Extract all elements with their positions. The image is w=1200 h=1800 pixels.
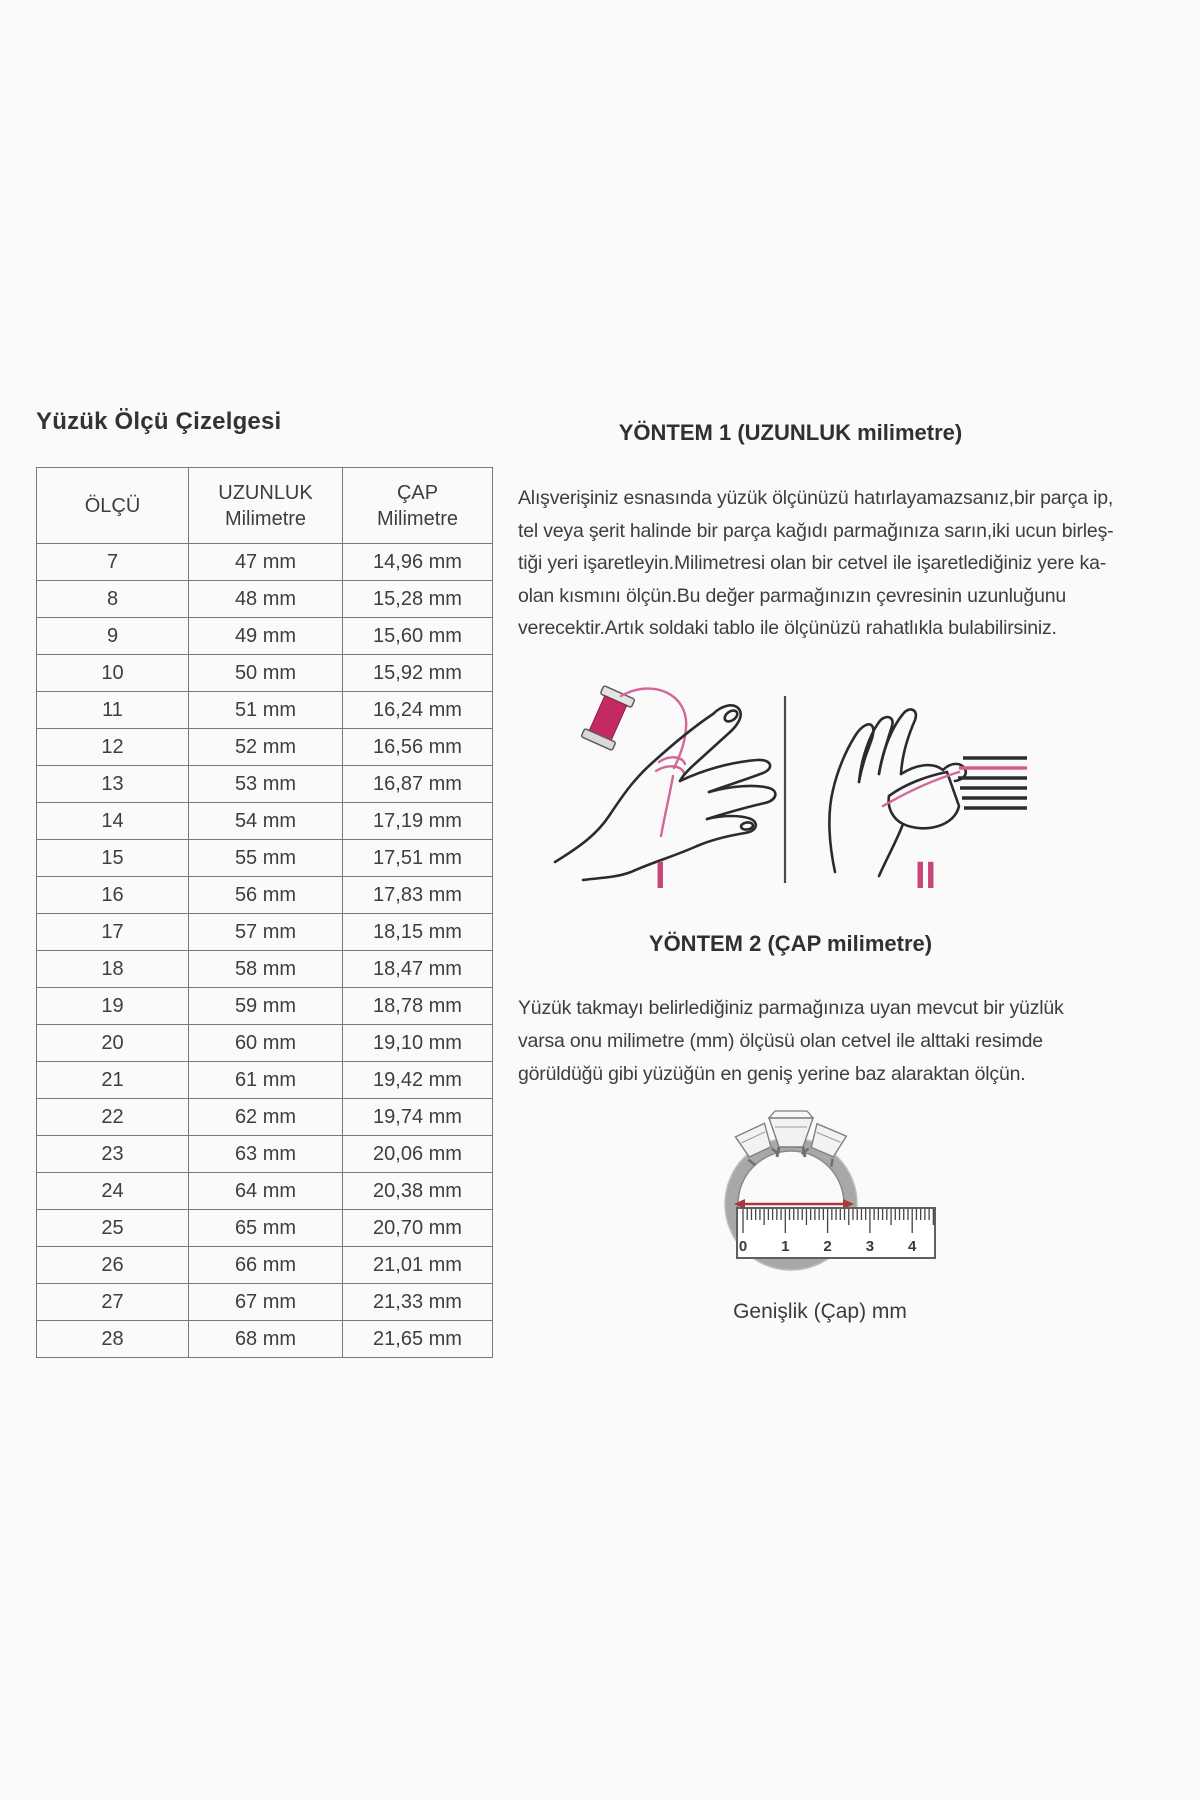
table-row	[37, 840, 493, 877]
page-title: Yüzük Ölçü Çizelgesi	[36, 408, 282, 435]
table-row	[37, 618, 493, 655]
table-cell: 15,28 mm	[343, 581, 493, 618]
paragraph-line: varsa onu milimetre (mm) ölçüsü olan cetvel ile alttaki resimde	[518, 1030, 1043, 1052]
table-cell: 18,15 mm	[343, 914, 493, 951]
method2-heading: YÖNTEM 2 (ÇAP milimetre)	[648, 931, 933, 956]
method1-heading: YÖNTEM 1 (UZUNLUK milimetre)	[618, 420, 963, 445]
hand-ok-gesture-illustration	[829, 709, 1027, 897]
table-cell: 7	[37, 544, 189, 581]
table-row	[37, 803, 493, 840]
table-cell: 21,01 mm	[343, 1247, 493, 1284]
paragraph-line: tiği yeri işaretleyin.Milimetresi olan bir cetvel ile işaretlediğiniz yere ka-	[518, 552, 1107, 575]
measuring-methods-illustration	[535, 676, 1040, 906]
table-cell: 64 mm	[189, 1173, 343, 1210]
table-row	[37, 1321, 493, 1358]
table-cell: 27	[37, 1284, 189, 1321]
hand-string-illustration	[555, 686, 775, 897]
ring-figure-caption: Genişlik (Çap) mm	[733, 1300, 907, 1323]
table-cell: 21,65 mm	[343, 1321, 493, 1358]
table-row	[37, 877, 493, 914]
step-one-mark: I	[655, 855, 666, 897]
table-cell: 68 mm	[189, 1321, 343, 1358]
table-row	[37, 951, 493, 988]
table-cell: 57 mm	[189, 914, 343, 951]
table-row	[37, 1025, 493, 1062]
table-cell: 66 mm	[189, 1247, 343, 1284]
ruler-number: 2	[823, 1238, 832, 1255]
col-header-olcu: ÖLÇÜ	[37, 468, 189, 544]
table-cell: 55 mm	[189, 840, 343, 877]
paragraph-line: verecektir.Artık soldaki tablo ile ölçünüzü rahatlıkla bulabilirsiniz.	[518, 617, 1057, 640]
table-cell: 10	[37, 655, 189, 692]
table-cell: 22	[37, 1099, 189, 1136]
step-two-mark: II	[915, 855, 937, 897]
table-cell: 20	[37, 1025, 189, 1062]
table-row	[37, 1136, 493, 1173]
table-header-row	[37, 468, 493, 544]
table-cell: 18,78 mm	[343, 988, 493, 1025]
table-cell: 13	[37, 766, 189, 803]
table-cell: 62 mm	[189, 1099, 343, 1136]
table-cell: 49 mm	[189, 618, 343, 655]
method1-paragraph	[518, 482, 1113, 645]
table-cell: 15	[37, 840, 189, 877]
table-cell: 20,38 mm	[343, 1173, 493, 1210]
table-cell: 8	[37, 581, 189, 618]
table-cell: 53 mm	[189, 766, 343, 803]
table-cell: 56 mm	[189, 877, 343, 914]
table-cell: 16	[37, 877, 189, 914]
table-row	[37, 988, 493, 1025]
table-cell: 65 mm	[189, 1210, 343, 1247]
ruler-icon	[737, 1208, 935, 1258]
table-cell: 16,24 mm	[343, 692, 493, 729]
table-cell: 21,33 mm	[343, 1284, 493, 1321]
table-row	[37, 581, 493, 618]
ok-gesture-outline	[829, 709, 965, 876]
thread-spool-icon	[581, 686, 635, 751]
table-body	[37, 544, 493, 1358]
table-cell: 17,83 mm	[343, 877, 493, 914]
table-cell: 60 mm	[189, 1025, 343, 1062]
table-cell: 14	[37, 803, 189, 840]
method2-paragraph	[518, 992, 1064, 1091]
table-cell: 17,51 mm	[343, 840, 493, 877]
table-cell: 12	[37, 729, 189, 766]
table-cell: 20,06 mm	[343, 1136, 493, 1173]
table-cell: 54 mm	[189, 803, 343, 840]
table-cell: 59 mm	[189, 988, 343, 1025]
table-cell: 16,87 mm	[343, 766, 493, 803]
paragraph-line: tel veya şerit halinde bir parça kağıdı parmağınıza sarın,iki ucun birleş-	[518, 519, 1114, 542]
table-row	[37, 1247, 493, 1284]
table-row	[37, 692, 493, 729]
table-cell: 14,96 mm	[343, 544, 493, 581]
table-cell: 15,60 mm	[343, 618, 493, 655]
ruler-lines-icon	[958, 758, 1027, 808]
table-cell: 58 mm	[189, 951, 343, 988]
table-cell: 17,19 mm	[343, 803, 493, 840]
table-row	[37, 655, 493, 692]
ruler-number: 1	[781, 1238, 790, 1255]
table-cell: 52 mm	[189, 729, 343, 766]
table-cell: 47 mm	[189, 544, 343, 581]
table-cell: 19,10 mm	[343, 1025, 493, 1062]
table-row	[37, 1210, 493, 1247]
ruler-number: 4	[908, 1238, 917, 1255]
table-row	[37, 729, 493, 766]
table-cell: 48 mm	[189, 581, 343, 618]
ruler-number: 0	[738, 1238, 748, 1255]
table-row	[37, 1173, 493, 1210]
table-cell: 20,70 mm	[343, 1210, 493, 1247]
ruler-number: 3	[865, 1238, 875, 1255]
table-row	[37, 1062, 493, 1099]
table-row	[37, 544, 493, 581]
table-cell: 19,42 mm	[343, 1062, 493, 1099]
table-cell: 16,56 mm	[343, 729, 493, 766]
table-row	[37, 1099, 493, 1136]
table-cell: 63 mm	[189, 1136, 343, 1173]
table-cell: 61 mm	[189, 1062, 343, 1099]
paragraph-line: görüldüğü gibi yüzüğün en geniş yerine baz alaraktan ölçün.	[518, 1063, 1026, 1085]
table-cell: 15,92 mm	[343, 655, 493, 692]
table-row	[37, 1284, 493, 1321]
table-cell: 28	[37, 1321, 189, 1358]
table-cell: 51 mm	[189, 692, 343, 729]
table-cell: 17	[37, 914, 189, 951]
table-cell: 67 mm	[189, 1284, 343, 1321]
table-cell: 18,47 mm	[343, 951, 493, 988]
table-cell: 11	[37, 692, 189, 729]
ring-ruler-illustration	[695, 1085, 960, 1300]
table-row	[37, 766, 493, 803]
paragraph-line: Alışverişiniz esnasında yüzük ölçünüzü hatırlayamazsanız,bir parça ip,	[518, 487, 1114, 509]
table-cell: 9	[37, 618, 189, 655]
table-cell: 25	[37, 1210, 189, 1247]
table-cell: 21	[37, 1062, 189, 1099]
table-cell: 26	[37, 1247, 189, 1284]
paragraph-line: olan kısmını ölçün.Bu değer parmağınızın çevresinin uzunluğunu	[518, 584, 1067, 607]
table-cell: 19,74 mm	[343, 1099, 493, 1136]
table-cell: 19	[37, 988, 189, 1025]
col-header-cap: ÇAP Milimetre	[343, 468, 493, 544]
table-cell: 18	[37, 951, 189, 988]
table-cell: 24	[37, 1173, 189, 1210]
table-cell: 50 mm	[189, 655, 343, 692]
table-cell: 23	[37, 1136, 189, 1173]
paragraph-line: Yüzük takmayı belirlediğiniz parmağınıza uyan mevcut bir yüzlük	[518, 997, 1064, 1019]
table-row	[37, 914, 493, 951]
col-header-uzunluk: UZUNLUK Milimetre	[189, 468, 343, 544]
ring-size-table	[36, 467, 493, 1358]
